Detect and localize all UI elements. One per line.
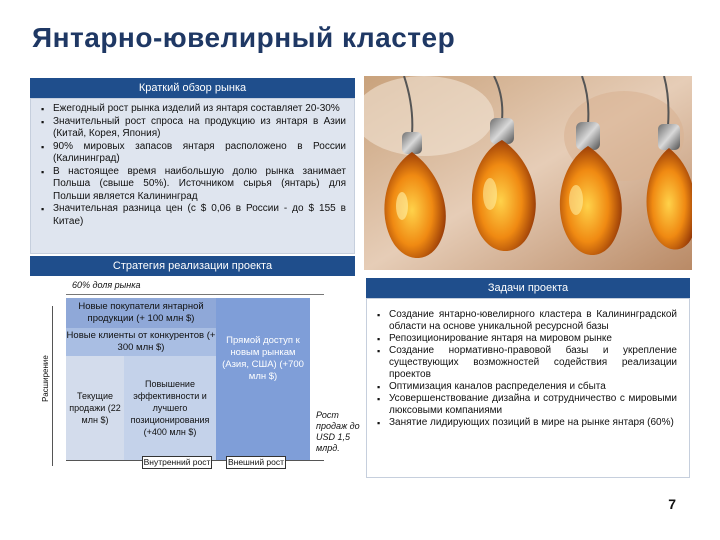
list-item: ▪ Оптимизация каналов распределения и сбыта — [389, 381, 677, 393]
internal-growth-label: Внутренний рост — [143, 457, 211, 467]
new-buyers-block: Новые покупатели янтарной продукции (+ 100 млн $) — [66, 298, 216, 328]
market-share-label: 60% доля рынка — [72, 280, 141, 290]
list-item: ▪ Значительный рост спроса на продукцию из янтаря в Азии (Китай, Корея, Япония) — [53, 116, 346, 141]
efficiency-block: Повышение эффективности и лучшего позиционирования (+400 млн $) — [124, 356, 216, 460]
tasks-panel — [366, 298, 690, 478]
sales-growth-note: Рост продаж до USD 1,5 млрд. — [316, 410, 360, 453]
market-overview-panel — [30, 98, 355, 254]
market-overview-header: Краткий обзор рынка — [30, 78, 355, 98]
list-item: ▪ Усовершенствование дизайна и сотрудничество с мировыми люксовыми компаниями — [389, 393, 677, 417]
list-item: ▪ Ежегодный рост рынка изделий из янтаря составляет 20-30% — [53, 103, 346, 116]
tasks-list — [367, 299, 689, 435]
page-title: Янтарно-ювелирный кластер — [32, 22, 456, 53]
page-number: 7 — [668, 496, 676, 512]
list-item: ▪ Создание нормативно-правовой базы и укрепление существующих возможностей содействия реализации проектов — [389, 345, 677, 381]
new-clients-block: Новые клиенты от конкурентов (+ 300 млн $) — [66, 328, 216, 356]
list-item: ▪ Значительная разница цен (с $ 0,06 в России - до $ 155 в Китае) — [53, 203, 346, 228]
strategy-panel — [30, 276, 365, 480]
top-rail — [66, 294, 324, 295]
expansion-axis-label: Расширение — [40, 355, 50, 402]
list-item: ▪ В настоящее время наибольшую долю рынка занимает Польша (свыше 50%). Источником сырья (янтарь) для Польши является Калининград — [53, 166, 346, 204]
list-item: ▪ 90% мировых запасов янтаря расположено в России (Калининград) — [53, 141, 346, 166]
external-growth-label: Внешний рост — [227, 457, 285, 467]
list-item: ▪ Создание янтарно-ювелирного кластера в Калининградской области на основе уникальной ресурсной базы — [389, 309, 677, 333]
list-item: ▪ Репозиционирование янтаря на мировом рынке — [389, 333, 677, 345]
amber-jewelry-photo — [364, 76, 692, 270]
expansion-axis — [52, 306, 53, 466]
market-overview-list — [31, 99, 354, 234]
list-item: ▪ Занятие лидирующих позиций в мире на рынке янтаря (60%) — [389, 417, 677, 429]
amber-pendants-image — [364, 76, 692, 270]
current-sales-block: Текущие продажи (22 млн $) — [66, 356, 124, 460]
tasks-header: Задачи проекта — [366, 278, 690, 298]
direct-access-block: Прямой доступ к новым рынкам (Азия, США) (+700 млн $) — [216, 298, 310, 460]
strategy-header: Стратегия реализации проекта — [30, 256, 355, 276]
